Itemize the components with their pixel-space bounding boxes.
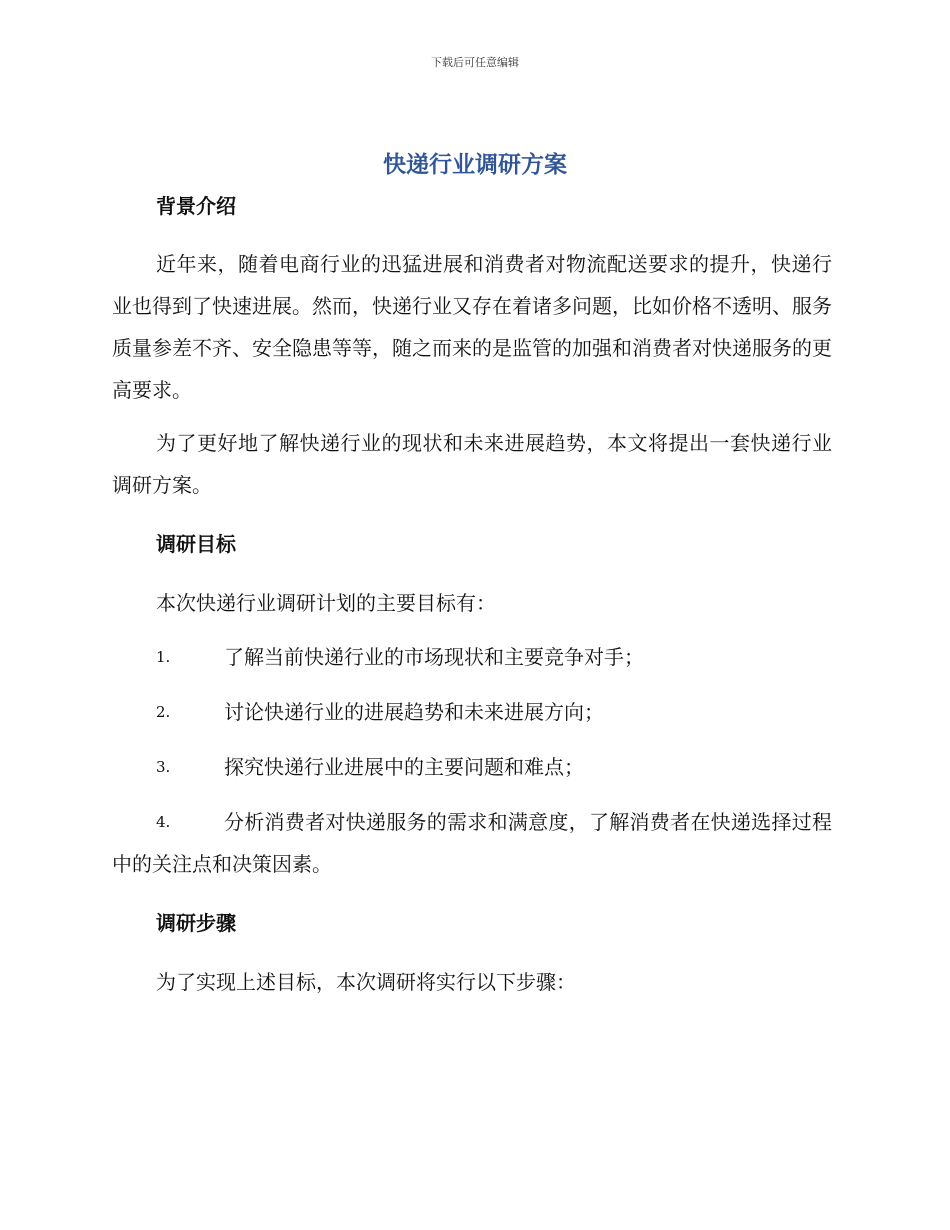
list-item-text: 了解当前快递行业的市场现状和主要竞争对手； — [224, 645, 644, 669]
section-heading-steps: 调研步骤 — [156, 911, 236, 935]
list-item-text: 分析消费者对快递服务的需求和满意度，了解消费者在快递选择过程中的关注点和决策因素。 — [112, 810, 832, 876]
background-paragraph-1: 近年来，随着电商行业的迅猛进展和消费者对物流配送要求的提升，快递行业也得到了快速进展。然而，快递行业又存在着诸多问题，比如价格不透明、服务质量参差不齐、安全隐患等等，随之而来的是监管的加强和消费者对快递服务的更高要求。 — [112, 252, 832, 402]
list-number: 3. — [156, 758, 171, 776]
list-item-text: 讨论快递行业的进展趋势和未来进展方向； — [224, 700, 604, 724]
list-item — [112, 801, 832, 885]
list-item — [112, 636, 832, 678]
list-number: 1. — [156, 648, 171, 666]
list-item-text: 探究快递行业进展中的主要问题和难点； — [224, 755, 584, 779]
list-item — [112, 746, 832, 788]
goals-intro: 本次快递行业调研计划的主要目标有： — [156, 591, 496, 615]
steps-intro: 为了实现上述目标，本次调研将实行以下步骤： — [156, 970, 576, 994]
section-heading-goals: 调研目标 — [156, 532, 236, 556]
list-number: 2. — [156, 703, 171, 721]
section-heading-background: 背景介绍 — [156, 194, 236, 218]
background-paragraph-2: 为了更好地了解快递行业的现状和未来进展趋势，本文将提出一套快递行业调研方案。 — [112, 431, 832, 497]
document-body — [112, 190, 832, 1003]
list-item — [112, 691, 832, 733]
header-note: 下载后可任意编辑 — [431, 56, 519, 69]
document-title: 快递行业调研方案 — [383, 152, 567, 178]
list-number: 4. — [156, 813, 171, 831]
